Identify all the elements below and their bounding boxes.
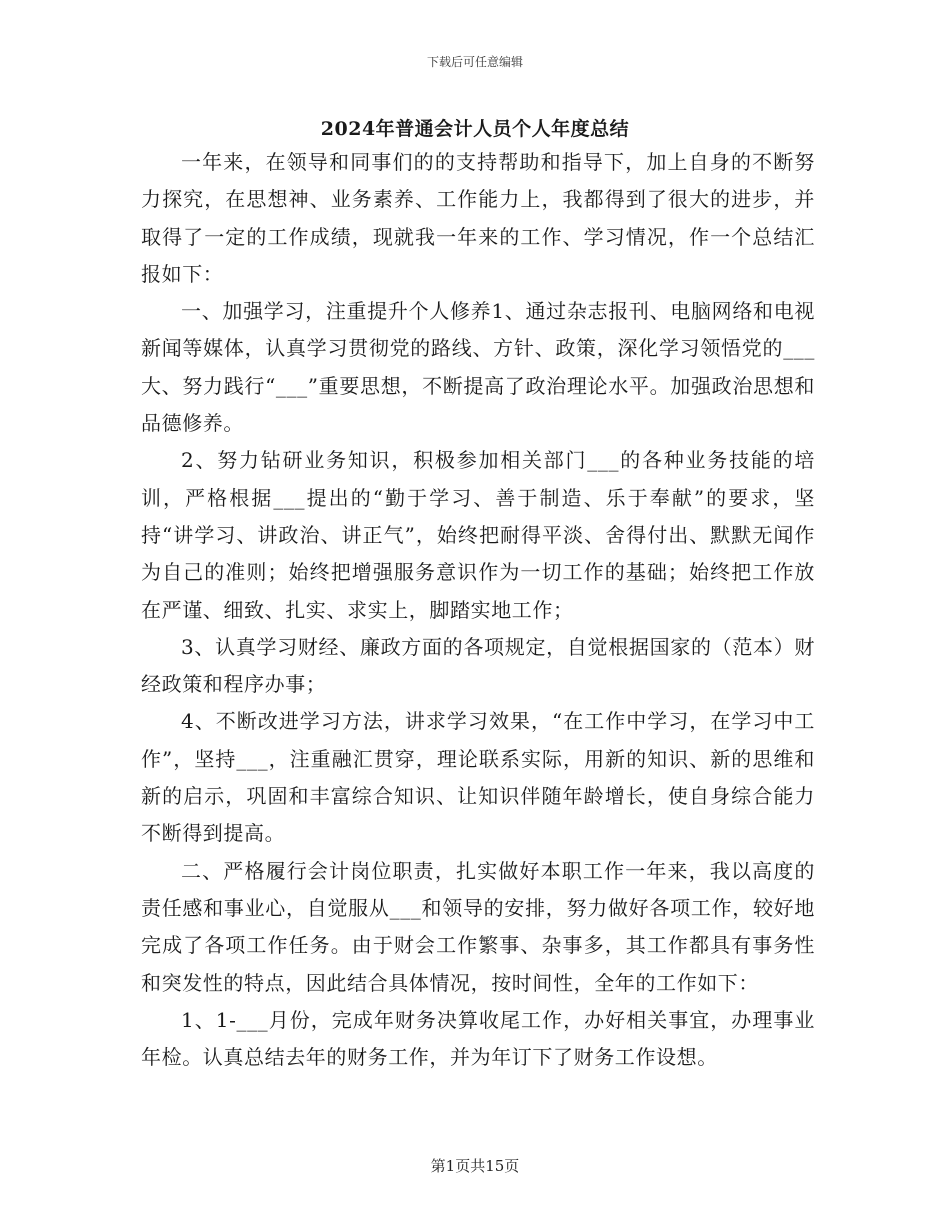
document-title: 2024年普通会计人员个人年度总结 (320, 118, 630, 140)
header-note: 下载后可任意编辑 (426, 55, 523, 69)
document-body (141, 144, 815, 1076)
paragraph-study-4: 4、不断改进学习方法，讲求学习效果，“在工作中学习，在学习中工作”，坚持___，注重融汇贯穿，理论联系实际，用新的知识、新的思维和新的启示，巩固和丰富综合知识、让知识伴随年龄增长，使自身综合能力不断得到提高。 (141, 709, 815, 846)
paragraph-month-1: 1、1-___月份，完成年财务决算收尾工作，办好相关事宜，办理事业年检。认真总结去年的财务工作，并为年订下了财务工作设想。 (141, 1007, 815, 1070)
paragraph-duties: 二、严格履行会计岗位职责，扎实做好本职工作一年来，我以高度的责任感和事业心，自觉服从___和领导的安排，努力做好各项工作，较好地完成了各项工作任务。由于财会工作繁事、杂事多，其工作都具有事务性和突发性的特点，因此结合具体情况，按时间性，全年的工作如下： (141, 858, 815, 995)
paragraph-intro: 一年来，在领导和同事们的的支持帮助和指导下，加上自身的不断努力探究，在思想神、业务素养、工作能力上，我都得到了很大的进步，并取得了一定的工作成绩，现就我一年来的工作、学习情况，作一个总结汇报如下： (141, 150, 815, 286)
paragraph-study-3: 3、认真学习财经、廉政方面的各项规定，自觉根据国家的（范本）财经政策和程序办事； (141, 634, 815, 697)
paragraph-study-2: 2、努力钻研业务知识，积极参加相关部门___的各种业务技能的培训，严格根据___提出的“勤于学习、善于制造、乐于奉献”的要求，坚持“讲学习、讲政治、讲正气”，始终把耐得平淡、舍得付出、默默无闻作为自己的准则；始终把增强服务意识作为一切工作的基础；始终把工作放在严谨、细致、扎实、求实上，脚踏实地工作； (141, 448, 815, 622)
page-indicator: 第1页共15页 (430, 1157, 520, 1175)
paragraph-study-1: 一、加强学习，注重提升个人修养1、通过杂志报刊、电脑网络和电视新闻等媒体，认真学习贯彻党的路线、方针、政策，深化学习领悟党的___大、努力践行“___”重要思想，不断提高了政治理论水平。加强政治思想和品德修养。 (141, 299, 815, 436)
